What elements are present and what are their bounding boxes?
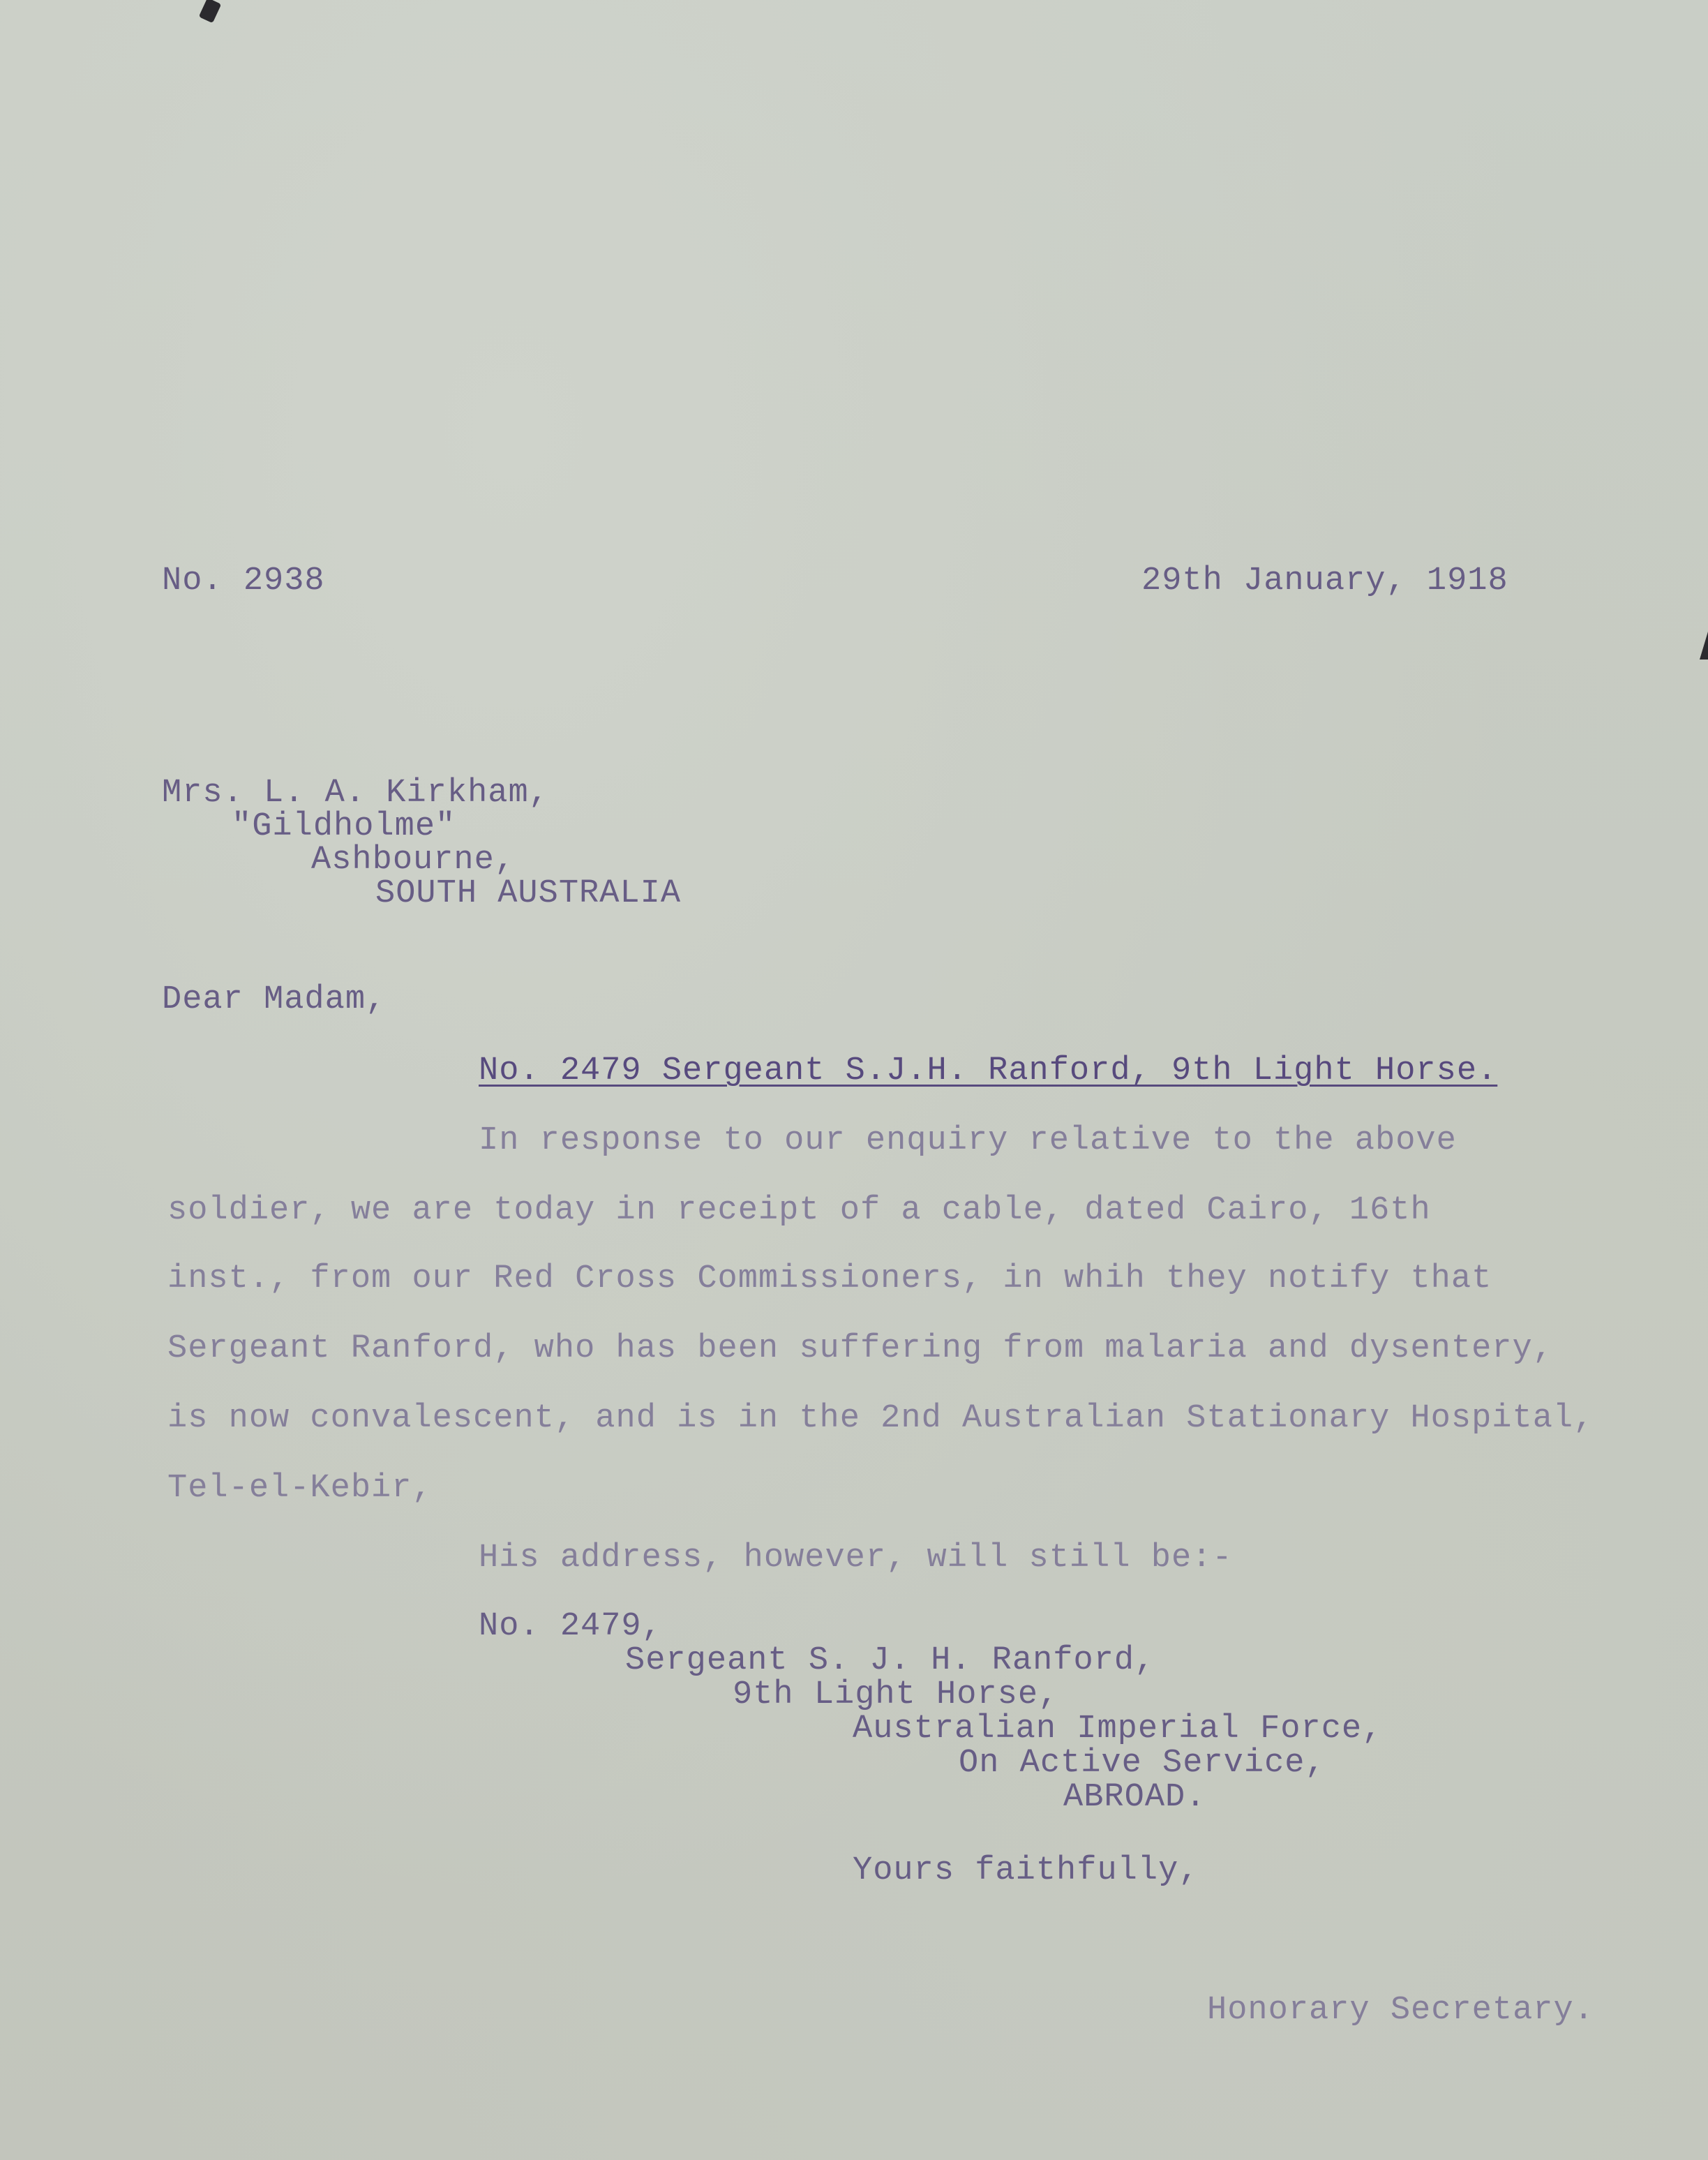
closing: Yours faithfully, (853, 1852, 1199, 1889)
body-line: is now convalescent, and is in the 2nd Australian Stationary Hospital, (167, 1400, 1594, 1437)
reference-number: No. 2938 (162, 563, 325, 599)
signatory-title: Honorary Secretary. (1207, 1992, 1594, 2029)
ink-mark-right-edge (1700, 632, 1708, 660)
letter-date: 29th January, 1918 (1141, 563, 1508, 599)
body-line: soldier, we are today in receipt of a cable, dated Cairo, 16th (167, 1192, 1431, 1229)
body-line: Sergeant Ranford, who has been suffering from malaria and dysentery, (167, 1330, 1553, 1367)
ink-mark-top-left (199, 0, 222, 23)
recipient-state: SOUTH AUSTRALIA (375, 875, 682, 912)
body-line: In response to our enquiry relative to the above (479, 1122, 1457, 1159)
address-line: No. 2479, (479, 1608, 662, 1645)
address-line: ABROAD. (1063, 1779, 1206, 1816)
subject-heading: No. 2479 Sergeant S.J.H. Ranford, 9th Light Horse. (479, 1052, 1498, 1089)
body-line: inst., from our Red Cross Commissioners, in whih they notify that (167, 1260, 1492, 1297)
body-line: Tel-el-Kebir, (167, 1470, 433, 1507)
address-intro: His address, however, will still be:- (479, 1540, 1233, 1577)
salutation: Dear Madam, (162, 981, 387, 1018)
recipient-town: Ashbourne, (311, 842, 516, 879)
address-line: 9th Light Horse, (733, 1676, 1059, 1713)
address-line: Sergeant S. J. H. Ranford, (625, 1642, 1155, 1679)
recipient-house: "Gildholme" (232, 808, 456, 845)
recipient-name: Mrs. L. A. Kirkham, (162, 775, 549, 812)
address-line: Australian Imperial Force, (853, 1711, 1383, 1748)
address-line: On Active Service, (959, 1745, 1326, 1782)
